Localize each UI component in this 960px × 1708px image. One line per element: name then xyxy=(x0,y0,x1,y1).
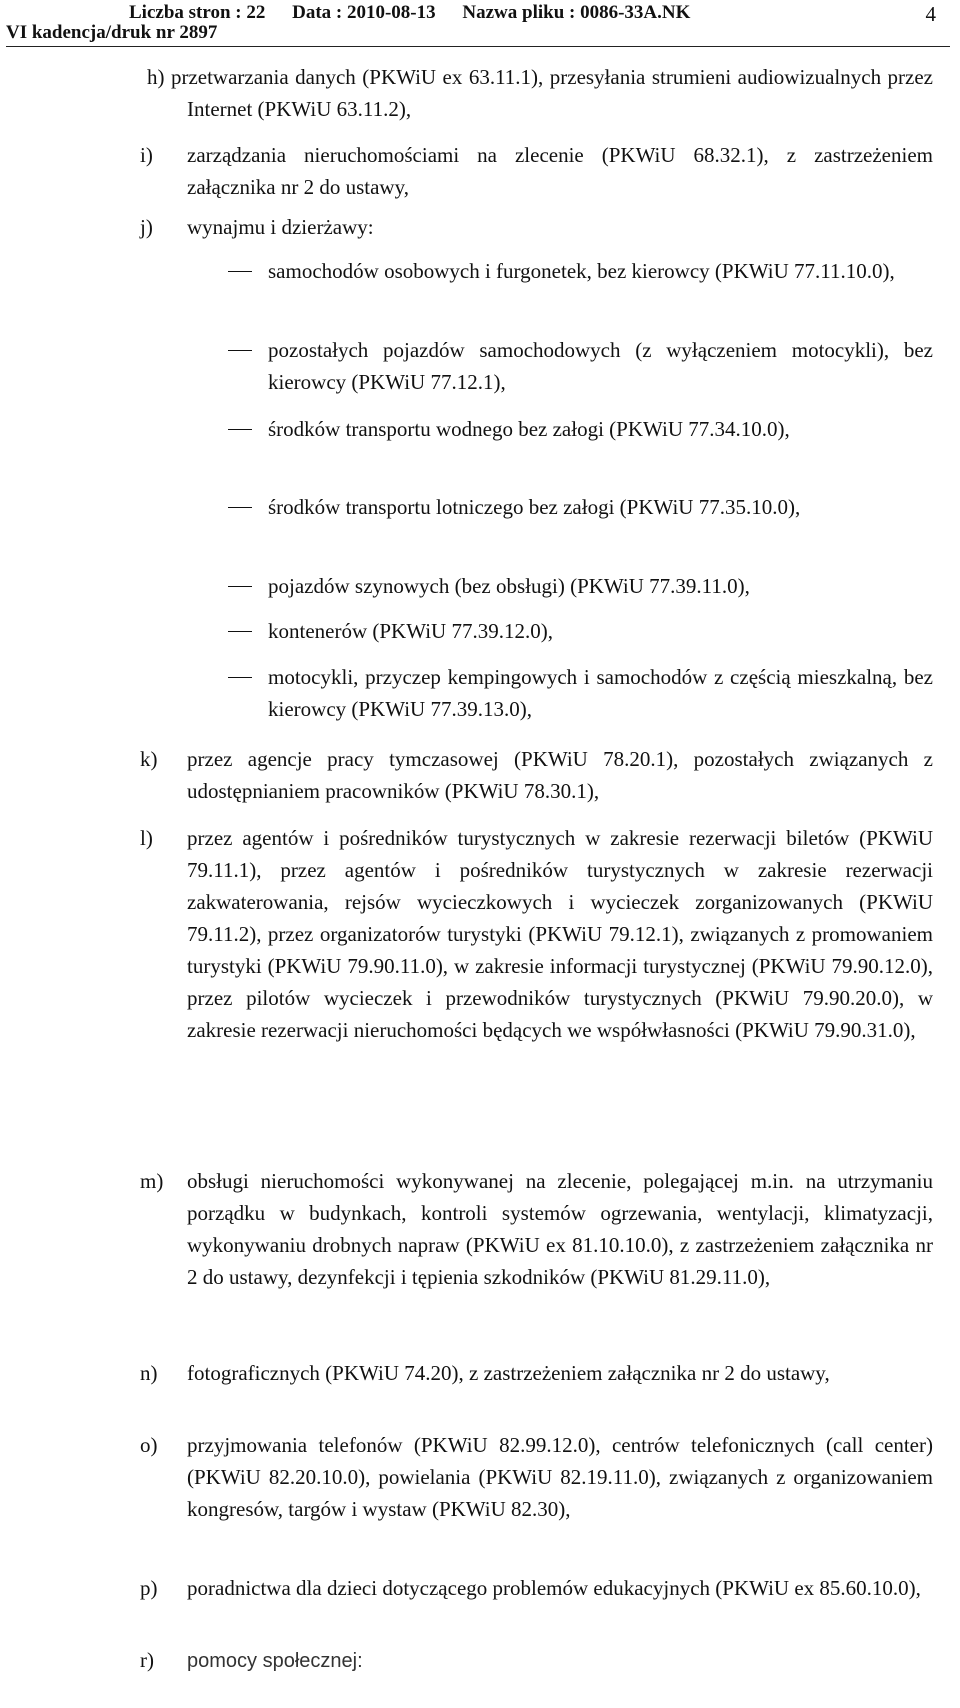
header-meta-line xyxy=(129,2,712,24)
sub-item-text: samochodów osobowych i furgonetek, bez kierowcy (PKWiU 77.11.10.0), xyxy=(268,259,895,283)
list-item-text: fotograficznych (PKWiU 74.20), z zastrzeżeniem załącznika nr 2 do ustawy, xyxy=(187,1361,830,1385)
list-item-r xyxy=(140,1644,933,1677)
list-item-text: przez agentów i pośredników turystycznych w zakresie rezerwacji biletów (PKWiU 79.11.1), przez agentów i pośredników turystycznych w zakresie rezerwacji zakwaterowania, rejsów wycieczkowych i wycieczek zorganizowanych (PKWiU 79.11.2), przez organizatorów turystyki (PKWiU 79.12.1), związanych z promowaniem turystyki (PKWiU 79.90.11.0), w zakresie informacji turystycznej (PKWiU 79.90.12.0), przez pilotów wycieczek i przewodników turystycznych (PKWiU 79.90.20.0), w zakresie rezerwacji nieruchomości będących we współwłasności (PKWiU 79.90.31.0), xyxy=(187,826,933,1042)
list-item-label: r) xyxy=(140,1648,154,1672)
list-item-p xyxy=(140,1572,933,1604)
sub-item xyxy=(268,661,933,725)
list-item-n xyxy=(140,1357,933,1389)
dash-bullet xyxy=(228,677,252,678)
sub-item xyxy=(268,413,933,445)
sub-item-text: kontenerów (PKWiU 77.39.12.0), xyxy=(268,619,553,643)
list-item-label: o) xyxy=(140,1433,158,1457)
dash-bullet xyxy=(228,271,252,272)
sub-item xyxy=(268,255,933,287)
list-item-text: zarządzania nieruchomościami na zlecenie (PKWiU 68.32.1), z zastrzeżeniem załącznika nr 2 do ustawy, xyxy=(187,143,933,199)
dash-bullet xyxy=(228,507,252,508)
sub-item-text: pojazdów szynowych (bez obsługi) (PKWiU 77.39.11.0), xyxy=(268,574,750,598)
list-item-label: i) xyxy=(140,143,153,167)
list-item-label: j) xyxy=(140,215,153,239)
dash-bullet xyxy=(228,631,252,632)
list-item-k xyxy=(140,743,933,807)
list-item-h xyxy=(147,61,933,125)
sub-item-text: pozostałych pojazdów samochodowych (z wyłączeniem motocykli), bez kierowcy (PKWiU 77.12.1), xyxy=(268,338,933,394)
list-item-text: przyjmowania telefonów (PKWiU 82.99.12.0), centrów telefonicznych (call center) (PKWiU 82.20.10.0), powielania (PKWiU 82.19.11.0), związanych z organizowaniem kongresów, targów i wystaw (PKWiU 82.30), xyxy=(187,1433,933,1521)
sub-item xyxy=(268,615,933,647)
sub-item-text: środków transportu lotniczego bez załogi (PKWiU 77.35.10.0), xyxy=(268,495,801,519)
list-item-l xyxy=(140,822,933,1046)
list-item-j xyxy=(140,211,933,243)
sub-item-text: motocykli, przyczep kempingowych i samochodów z częścią mieszkalną, bez kierowcy (PKWiU 77.39.13.0), xyxy=(268,665,933,721)
header-file-name: Nazwa pliku : 0086-33A.NK xyxy=(462,2,691,23)
list-item-label: n) xyxy=(140,1361,158,1385)
dash-bullet xyxy=(228,350,252,351)
sub-item xyxy=(268,334,933,398)
list-item-text: wynajmu i dzierżawy: xyxy=(187,215,374,239)
list-item-o xyxy=(140,1429,933,1525)
header-page-count: Liczba stron : 22 xyxy=(129,2,266,23)
sub-item-text: środków transportu wodnego bez załogi (PKWiU 77.34.10.0), xyxy=(268,417,790,441)
list-item-m xyxy=(140,1165,933,1293)
header-edition: VI kadencja/druk nr 2897 xyxy=(6,22,218,43)
dash-bullet xyxy=(228,586,252,587)
list-item-text: pomocy społecznej: xyxy=(187,1650,363,1672)
list-item-text: obsługi nieruchomości wykonywanej na zlecenie, polegającej m.in. na utrzymaniu porządku w budynkach, kontroli systemów ogrzewania, wentylacji, klimatyzacji, wykonywaniu drobnych napraw (PKWiU ex 81.10.10.0), z zastrzeżeniem załącznika nr 2 do ustawy, dezynfekcji i tępienia szkodników (PKWiU 81.29.11.0), xyxy=(187,1169,933,1289)
list-item-text: poradnictwa dla dzieci dotyczącego problemów edukacyjnych (PKWiU ex 85.60.10.0), xyxy=(187,1576,921,1600)
list-item-text: h) przetwarzania danych (PKWiU ex 63.11.1), przesyłania strumieni audiowizualnych przez Internet (PKWiU 63.11.2), xyxy=(147,65,933,121)
list-item-label: p) xyxy=(140,1576,158,1600)
list-item-label: m) xyxy=(140,1169,164,1193)
list-item-i xyxy=(140,139,933,203)
page-number: 4 xyxy=(925,2,936,26)
list-item-text: przez agencje pracy tymczasowej (PKWiU 78.20.1), pozostałych związanych z udostępnianiem pracowników (PKWiU 78.30.1), xyxy=(187,747,933,803)
header-date: Data : 2010-08-13 xyxy=(292,2,436,23)
page-header xyxy=(6,0,950,47)
sub-item xyxy=(268,570,933,602)
list-item-label: k) xyxy=(140,747,158,771)
list-item-label: l) xyxy=(140,826,153,850)
dash-bullet xyxy=(228,429,252,430)
sub-item xyxy=(268,491,933,523)
